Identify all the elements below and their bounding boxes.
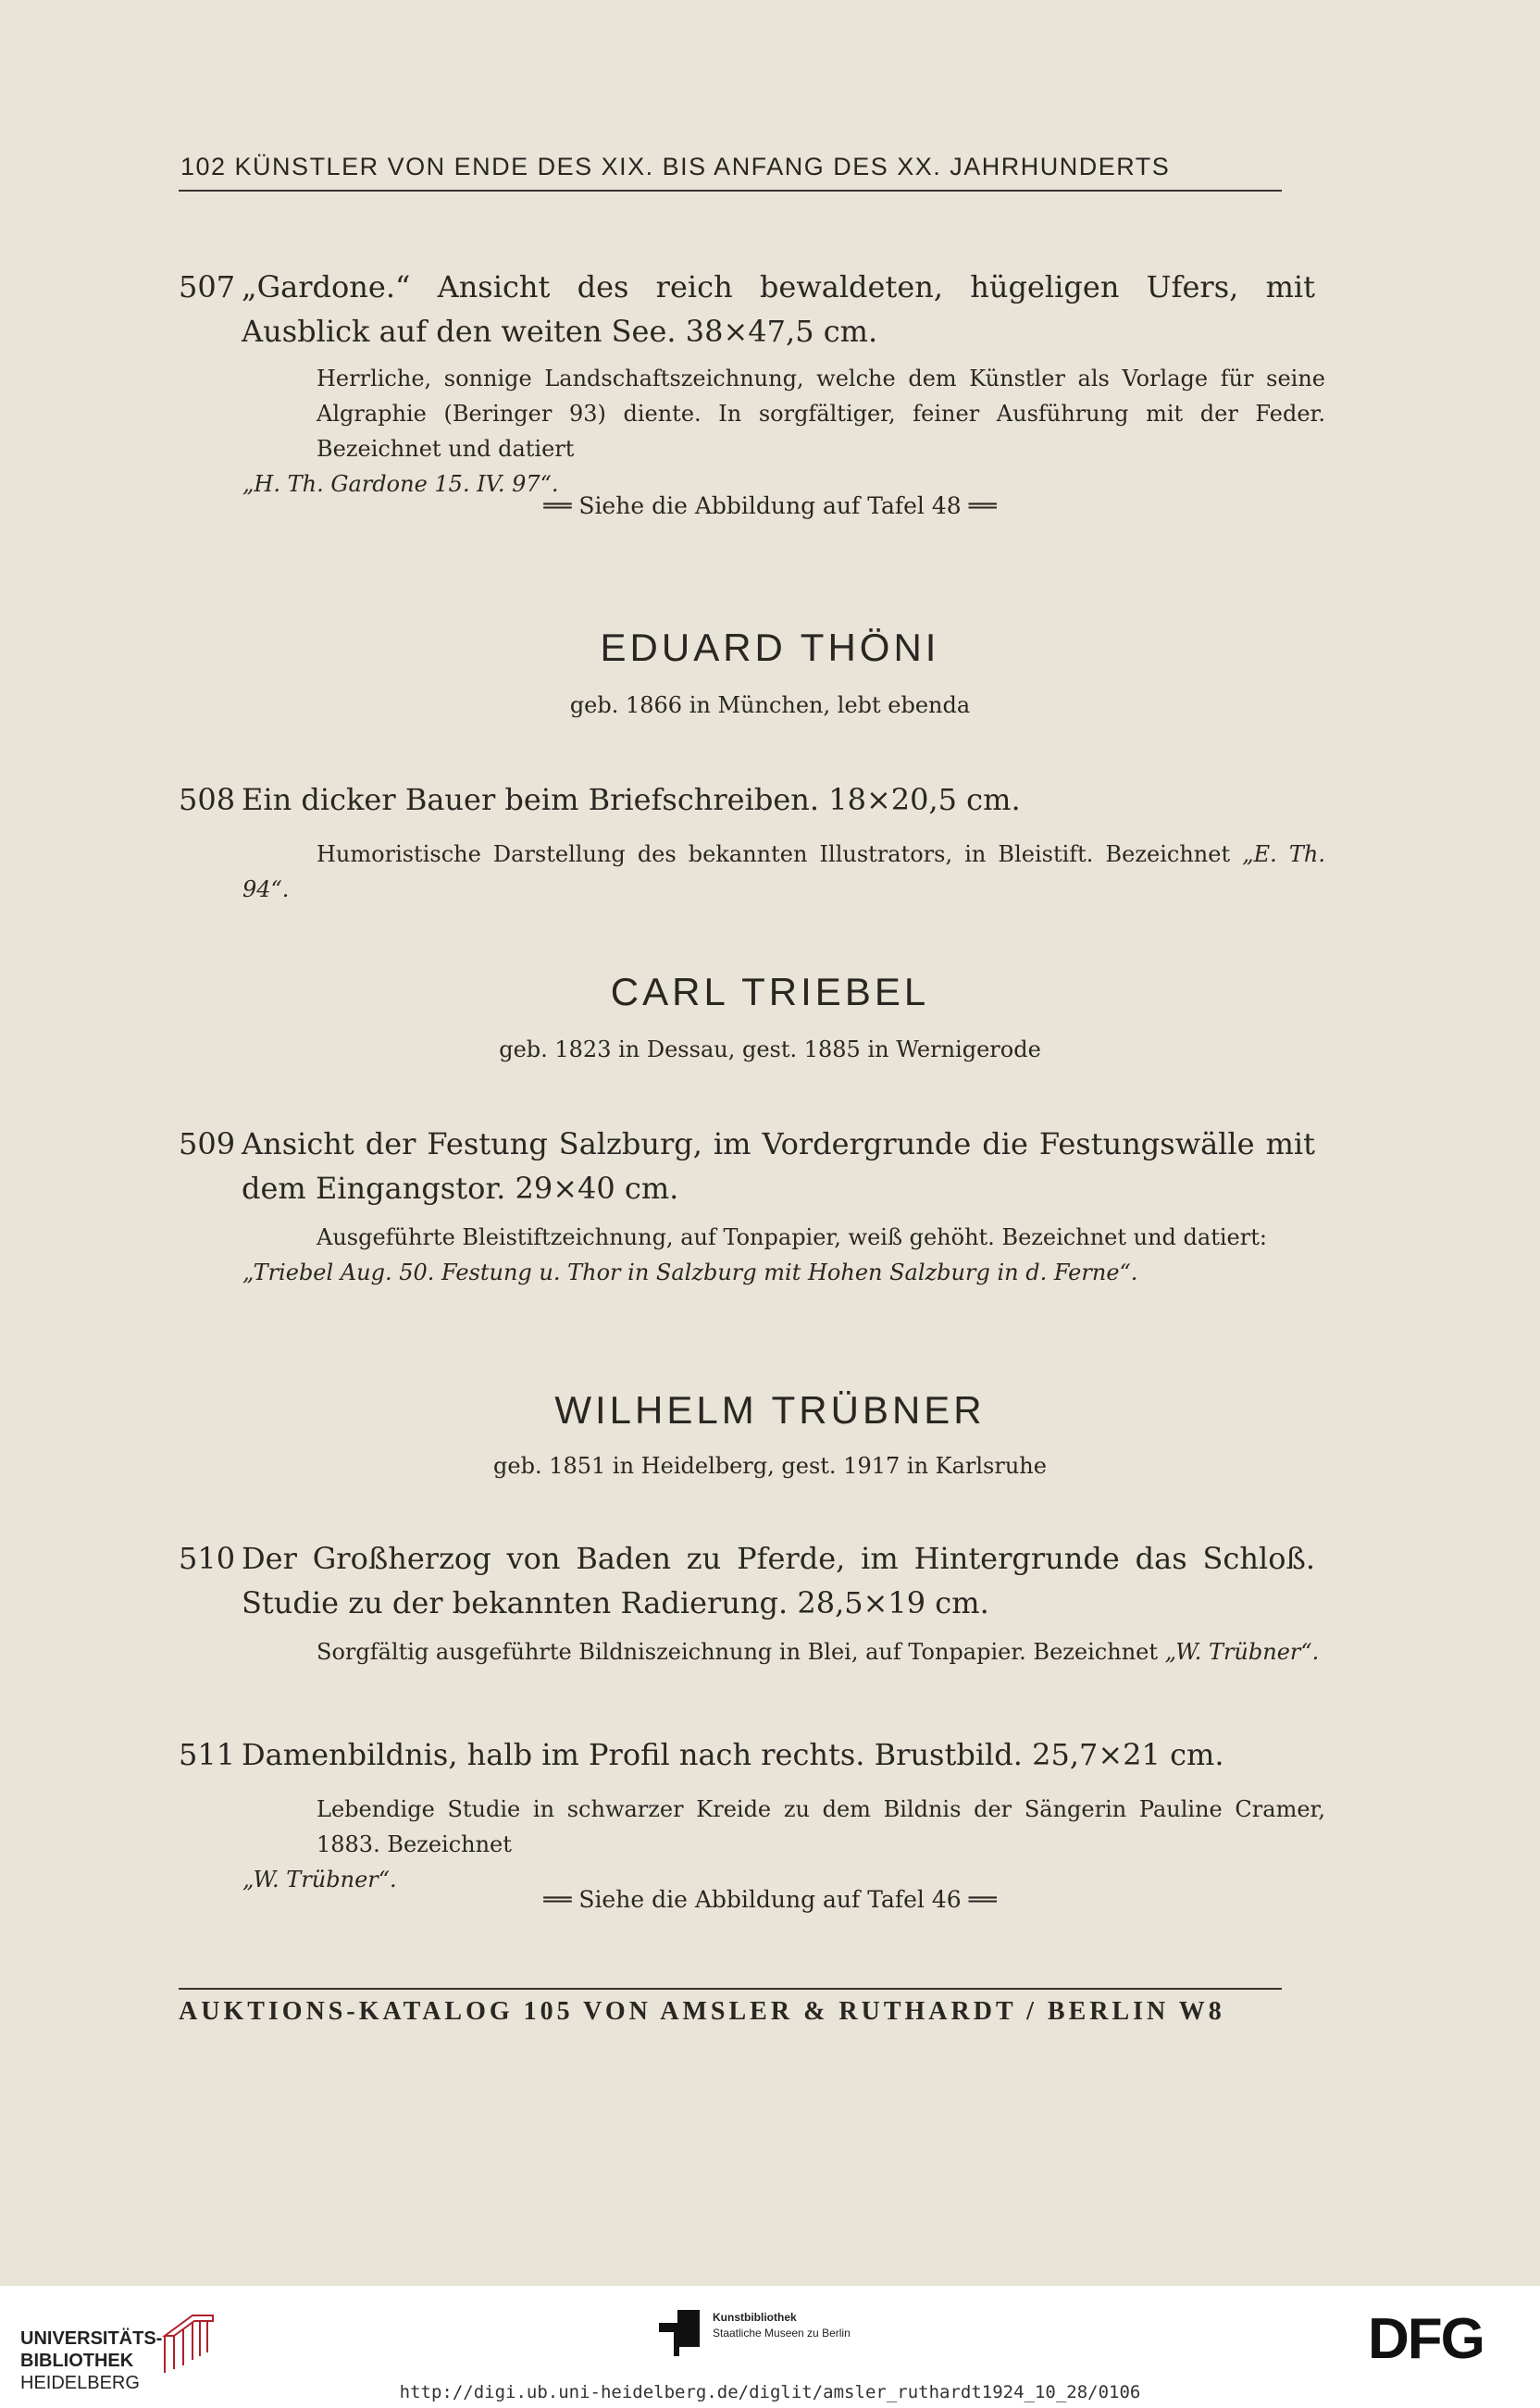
artist-heading-triebel: CARL TRIEBEL <box>610 970 930 1013</box>
signature-text: „Triebel Aug. 50. Festung u. Thor in Salzburg mit Hohen Salzburg in d. Ferne“. <box>242 1260 1138 1285</box>
permalink-url[interactable]: http://digi.ub.uni-heidelberg.de/diglit/amsler_ruthardt1924_10_28/0106 <box>399 2382 1141 2402</box>
artist-bio-thoeni: geb. 1866 in München, lebt ebenda <box>569 692 971 718</box>
plate-reference-48: ══ Siehe die Abbildung auf Tafel 48 ══ <box>543 492 997 519</box>
library-emblem-icon <box>155 2308 220 2375</box>
note-text: Lebendige Studie in schwarzer Kreide zu dem Bildnis der Sängerin Pauline Cramer, 1883. Bezeichnet <box>317 1796 1325 1857</box>
lot-title: Ansicht der Festung Salzburg, im Vordergrunde die Festungswälle mit dem Eingangstor. 29×40 cm. <box>242 1126 1315 1206</box>
note-text: Herrliche, sonnige Landschaftszeichnung, welche dem Künstler als Vorlage für seine Algraphie (Beringer 93) diente. In sorgfältiger, feiner Ausführung mit der Feder. Bezeichnet und datiert <box>317 366 1325 462</box>
artist-heading-thoeni: EDUARD THÖNI <box>600 626 940 669</box>
note-text: Sorgfältig ausgeführte Bildniszeichnung in Blei, auf Tonpapier. Bezeichnet <box>317 1639 1158 1665</box>
kunstbibliothek-label[interactable] <box>713 2310 851 2341</box>
kunstbibliothek-logo-icon <box>659 2310 702 2356</box>
signature-text: „W. Trübner“. <box>1164 1639 1320 1665</box>
footer-rule <box>179 1988 1282 1990</box>
note-text: Ausgeführte Bleistiftzeichnung, auf Tonpapier, weiß gehöht. Bezeichnet und datiert: <box>317 1224 1267 1250</box>
signature-text: „H. Th. Gardone 15. IV. 97“. <box>242 471 559 497</box>
lot-number: 510 <box>179 1541 236 1576</box>
running-header: 102 KÜNSTLER VON ENDE DES XIX. BIS ANFANG DES XX. JAHRHUNDERTS <box>180 153 1171 180</box>
entry-510-note <box>242 1634 1325 1669</box>
uni-line-2: BIBLIOTHEK <box>20 2351 134 2371</box>
entry-509-note <box>242 1220 1325 1290</box>
kb-title: Kunstbibliothek <box>713 2311 797 2324</box>
lot-title: Damenbildnis, halb im Profil nach rechts. Brustbild. 25,7×21 cm. <box>242 1737 1224 1772</box>
dfg-logo[interactable]: DFG <box>1368 2307 1484 2371</box>
catalog-footer: AUKTIONS-KATALOG 105 VON AMSLER & RUTHARDT / BERLIN W8 <box>179 1997 1225 2026</box>
lot-title: Ein dicker Bauer beim Briefschreiben. 18×20,5 cm. <box>242 782 1021 817</box>
lot-title: „Gardone.“ Ansicht des reich bewaldeten, hügeligen Ufers, mit Ausblick auf den weiten See. 38×47,5 cm. <box>242 269 1315 349</box>
artist-bio-truebner: geb. 1851 in Heidelberg, gest. 1917 in Karlsruhe <box>493 1453 1047 1479</box>
lot-number: 509 <box>179 1126 236 1161</box>
uni-line-1: UNIVERSITÄTS- <box>20 2328 163 2349</box>
entry-511-note <box>242 1792 1325 1897</box>
header-rule <box>179 190 1282 192</box>
artist-heading-truebner: WILHELM TRÜBNER <box>554 1388 986 1432</box>
lot-number: 507 <box>179 269 236 304</box>
lot-number: 511 <box>179 1737 236 1772</box>
entry-508-note <box>242 837 1325 907</box>
signature-text: „W. Trübner“. <box>242 1867 397 1893</box>
lot-title: Der Großherzog von Baden zu Pferde, im Hintergrunde das Schloß. Studie zu der bekannten Radierung. 28,5×19 cm. <box>242 1541 1315 1620</box>
lot-number: 508 <box>179 782 236 817</box>
artist-bio-triebel: geb. 1823 in Dessau, gest. 1885 in Wernigerode <box>499 1036 1041 1062</box>
signature-text: „E. Th. 94“. <box>242 841 1325 902</box>
plate-reference-46: ══ Siehe die Abbildung auf Tafel 46 ══ <box>543 1886 997 1913</box>
note-text: Humoristische Darstellung des bekannten Illustrators, in Bleistift. Bezeichnet <box>317 841 1231 867</box>
uni-line-3: HEIDELBERG <box>20 2373 140 2393</box>
entry-507-note <box>242 361 1325 502</box>
kb-subtitle: Staatliche Museen zu Berlin <box>713 2327 851 2340</box>
